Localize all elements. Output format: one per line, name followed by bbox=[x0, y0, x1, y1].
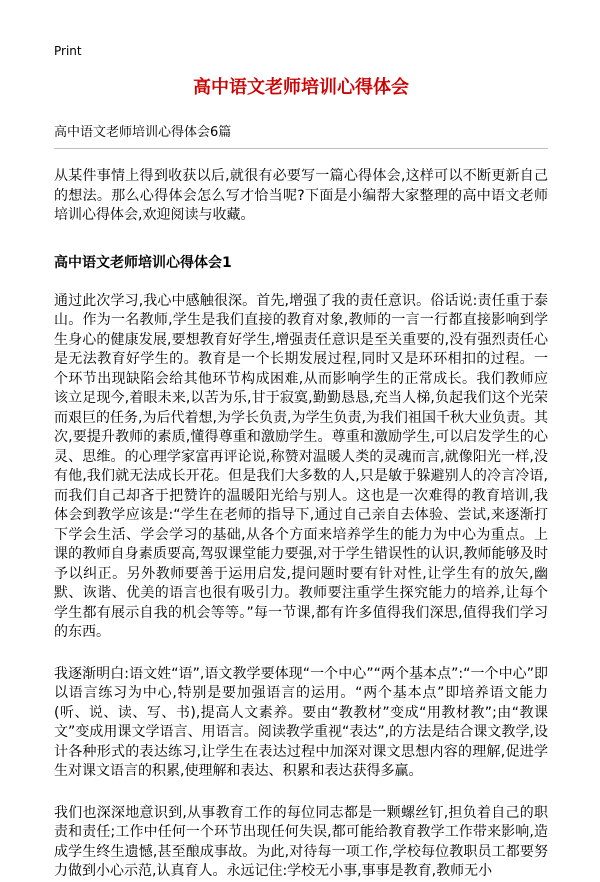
section-1-paragraph-2: 我逐渐明白:语文姓“语”,语文教学要体现“一个中心”“两个基本点”:“一个中心”即以语言练习为中心,特别是要加强语言的运用。“两个基本点”即培养语文能力(听、说、读、写、书),提高人文素养。要由“教教材”变成“用教材教”;由“教课文”变成用课文学语言、用语言。阅读教学重视“表达”,的方法是结合课文教学,设计各种形式的表达练习,让学生在表达过程中加深对课文思想内容的理解,促进学生对课文语言的积累,使理解和表达、积累和表达获得多赢。 bbox=[54, 665, 548, 780]
article-title: 高中语文老师培训心得体会 bbox=[193, 77, 409, 98]
section-1-heading: 高中语文老师培训心得体会1 bbox=[54, 254, 232, 271]
intro-paragraph: 从某件事情上得到收获以后,就很有必要写一篇心得体会,这样可以不断更新自己的想法。那么心得体会怎么写才恰当呢?下面是小编帮大家整理的高中语文老师培训心得体会,欢迎阅读与收藏。 bbox=[54, 168, 548, 224]
article-subtitle: 高中语文老师培训心得体会6篇 bbox=[54, 121, 548, 149]
print-button[interactable]: Print bbox=[54, 44, 82, 58]
section-1-paragraph-3: 我们也深深地意识到,从事教育工作的每位同志都是一颗螺丝钉,担负着自己的职责和责任;工作中任何一个环节出现任何失误,都可能给教育教学工作带来影响,造成学生终生遗憾,甚至酿成事故。为此,对待每一项工作,学校每位教职员工都要努力做到小心示范,认真育人。永远记住:学校无小事,事事是教育,教师无小 bbox=[54, 804, 548, 880]
section-1-paragraph-1: 通过此次学习,我心中感触很深。首先,增强了我的责任意识。俗话说:责任重于泰山。作为一名教师,学生是我们直接的教育对象,教师的一言一行都直接影响到学生身心的健康发展,要想教育好学生,增强责任意识是至关重要的,没有强烈责任心是无法教育好学生的。教育是一个长期发展过程,同时又是环环相扣的过程。一个环节出现缺陷会给其他环节构成困难,从而影响学生的正常成长。我们教师应该立足现今,着眼未来,以苦为乐,甘于寂寞,勤勤恳恳,充当人梯,负起我们这个光荣而艰巨的任务,为后代着想,为学长负责,为学生负责,为我们祖国千秋大业负责。其次,要提升教师的素质,懂得尊重和激励学生。尊重和激励学生,可以启发学生的心灵、思维。的心理学家富再评论说,称赞对温暖人类的灵魂而言,就像阳光一样,没有他,我们就无法成长开花。但是我们大多数的人,只是敏于躲避别人的冷言冷语,而我们自己却吝于把赞许的温暖阳光给与别人。这也是一次难得的教育培训,我体会到教学应该是:“学生在老师的指导下,通过自己亲自去体验、尝试,来逐渐打下学会生活、学会学习的基础,从各个方面来培养学生的能力为中心为重点。上课的教师自身素质要高,驾驭课堂能力要强,对于学生错误性的认识,教师能够及时予以纠正。另外教师要善于运用启发,提问题时要有针对性,让学生有的放矢,幽默、诙谐、优美的语言也很有吸引力。教师要注重学生探究能力的培养,让每个学生都有展示自我的机会等等。”每一节课,都有许多值得我们深思,值得我们学习的东西。 bbox=[54, 292, 548, 641]
